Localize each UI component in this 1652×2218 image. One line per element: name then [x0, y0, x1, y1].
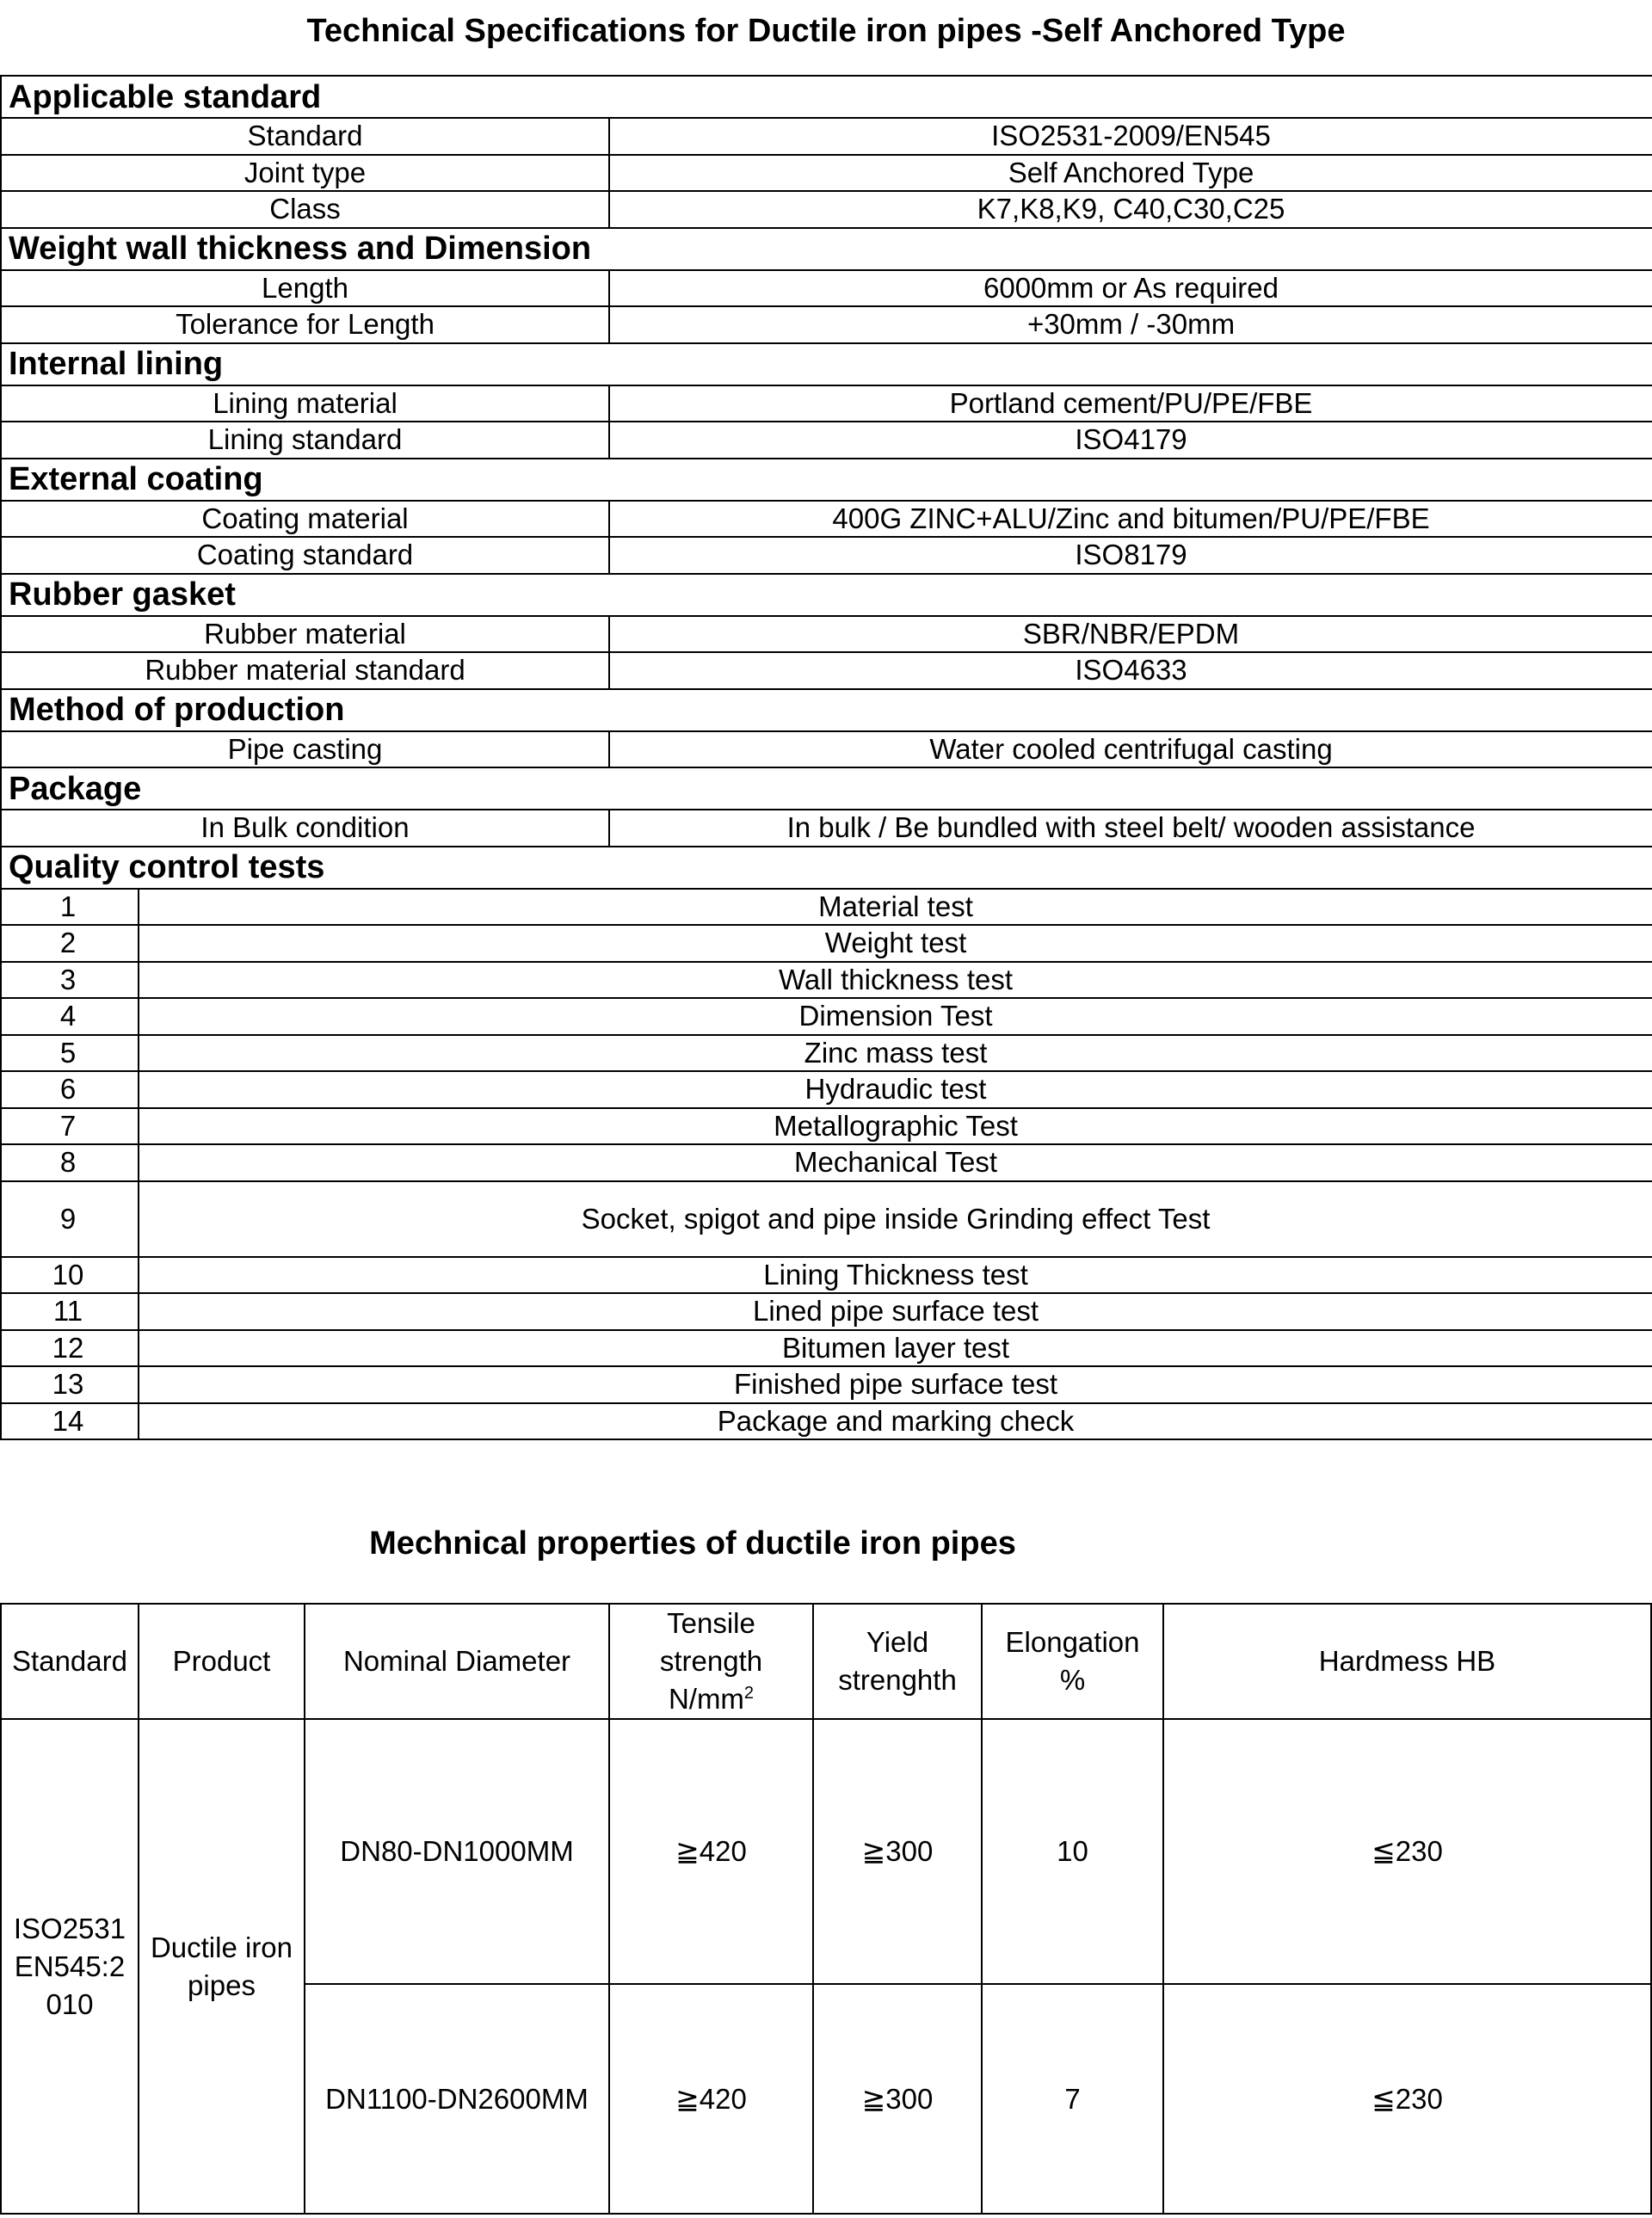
header-nominal-diameter: Nominal Diameter: [305, 1604, 609, 1719]
spec-row: [1, 191, 1652, 228]
spec-row: [1, 652, 1652, 689]
test-name: Lined pipe surface test: [139, 1293, 1652, 1330]
section-title: Method of production: [1, 689, 1652, 731]
standard-line-3: 010: [46, 1987, 94, 2020]
spec-label: Lining standard: [1, 422, 609, 459]
tensile-cell: ≧420: [609, 1984, 813, 2214]
test-row: [1, 925, 1652, 962]
section-header: [1, 459, 1652, 501]
test-number: 9: [1, 1181, 139, 1257]
test-row: [1, 1403, 1652, 1440]
spec-value: In bulk / Be bundled with steel belt/ wooden assistance: [609, 810, 1652, 847]
test-number: 4: [1, 998, 139, 1035]
section-header: [1, 228, 1652, 270]
spec-label: Coating standard: [1, 537, 609, 574]
header-tensile-strength: [609, 1604, 813, 1719]
elongation-line-1: Elongation: [1005, 1626, 1140, 1658]
product-line-1: Ductile iron: [150, 1931, 293, 1963]
standard-cell: [1, 1719, 139, 2214]
test-name: Mechanical Test: [139, 1144, 1652, 1181]
spec-row: [1, 501, 1652, 538]
test-row: [1, 1071, 1652, 1108]
standard-line-1: ISO2531: [13, 1912, 126, 1944]
spec-row: [1, 422, 1652, 459]
test-number: 14: [1, 1403, 139, 1440]
test-number: 5: [1, 1035, 139, 1072]
spec-row: [1, 155, 1652, 192]
test-row: [1, 889, 1652, 926]
test-number: 13: [1, 1366, 139, 1403]
elongation-line-2: %: [1059, 1664, 1086, 1696]
specifications-table: [0, 75, 1652, 1440]
test-name: Metallographic Test: [139, 1108, 1652, 1145]
spec-value: 400G ZINC+ALU/Zinc and bitumen/PU/PE/FBE: [609, 501, 1652, 538]
section-header: [1, 767, 1652, 810]
spec-value: +30mm / -30mm: [609, 306, 1652, 343]
spec-value: ISO4179: [609, 422, 1652, 459]
table-row: [1, 1719, 1651, 1984]
header-product: Product: [139, 1604, 305, 1719]
test-number: 6: [1, 1071, 139, 1108]
hardness-cell: ≦230: [1163, 1984, 1651, 2214]
spec-row: [1, 731, 1652, 768]
spec-label: Rubber material standard: [1, 652, 609, 689]
product-cell: [139, 1719, 305, 2214]
hardness-cell: ≦230: [1163, 1719, 1651, 1984]
section-title: Applicable standard: [1, 76, 1652, 118]
section-title: Weight wall thickness and Dimension: [1, 228, 1652, 270]
spec-label: Rubber material: [1, 616, 609, 653]
test-row: [1, 962, 1652, 999]
test-number: 10: [1, 1257, 139, 1294]
spec-label: Lining material: [1, 385, 609, 422]
test-name: Finished pipe surface test: [139, 1366, 1652, 1403]
test-name: Package and marking check: [139, 1403, 1652, 1440]
spec-label: Joint type: [1, 155, 609, 192]
mechanical-properties-title: Mechnical properties of ductile iron pipes: [369, 1525, 1016, 1562]
spec-value: ISO8179: [609, 537, 1652, 574]
section-header: [1, 847, 1652, 889]
spec-row: [1, 306, 1652, 343]
test-number: 2: [1, 925, 139, 962]
yield-line-1: Yield: [866, 1626, 929, 1658]
test-name: Hydraudic test: [139, 1071, 1652, 1108]
section-title: Internal lining: [1, 343, 1652, 385]
yield-cell: ≧300: [813, 1984, 982, 2214]
test-name: Dimension Test: [139, 998, 1652, 1035]
test-number: 3: [1, 962, 139, 999]
test-number: 7: [1, 1108, 139, 1145]
spec-value: ISO4633: [609, 652, 1652, 689]
tensile-cell: ≧420: [609, 1719, 813, 1984]
diameter-cell: DN80-DN1000MM: [305, 1719, 609, 1984]
test-row: [1, 1257, 1652, 1294]
yield-cell: ≧300: [813, 1719, 982, 1984]
test-number: 1: [1, 889, 139, 926]
spec-row: [1, 385, 1652, 422]
header-standard: Standard: [1, 1604, 139, 1719]
test-name: Bitumen layer test: [139, 1330, 1652, 1367]
elongation-cell: 7: [982, 1984, 1163, 2214]
standard-line-2: EN545:2: [14, 1950, 126, 1982]
spec-row: [1, 616, 1652, 653]
section-header: [1, 76, 1652, 118]
test-name: Zinc mass test: [139, 1035, 1652, 1072]
header-elongation: [982, 1604, 1163, 1719]
spec-value: 6000mm or As required: [609, 270, 1652, 307]
section-header: [1, 574, 1652, 616]
yield-line-2: strenghth: [838, 1664, 957, 1696]
test-name: Socket, spigot and pipe inside Grinding effect Test: [139, 1181, 1652, 1257]
section-title: Quality control tests: [1, 847, 1652, 889]
test-row: [1, 1293, 1652, 1330]
test-row: [1, 1035, 1652, 1072]
spec-label: Class: [1, 191, 609, 228]
test-number: 12: [1, 1330, 139, 1367]
spec-value: ISO2531-2009/EN545: [609, 118, 1652, 155]
test-number: 11: [1, 1293, 139, 1330]
section-title: Rubber gasket: [1, 574, 1652, 616]
spec-row: [1, 118, 1652, 155]
spec-row: [1, 810, 1652, 847]
header-row: [1, 1604, 1651, 1719]
tensile-unit-exponent: 2: [743, 1684, 755, 1703]
header-hardness: Hardmess HB: [1163, 1604, 1651, 1719]
tensile-line-2: strength: [659, 1645, 763, 1677]
spec-value: SBR/NBR/EPDM: [609, 616, 1652, 653]
spec-value: Water cooled centrifugal casting: [609, 731, 1652, 768]
diameter-cell: DN1100-DN2600MM: [305, 1984, 609, 2214]
test-name: Lining Thickness test: [139, 1257, 1652, 1294]
spec-value: Self Anchored Type: [609, 155, 1652, 192]
spec-label: Length: [1, 270, 609, 307]
test-row: [1, 998, 1652, 1035]
spec-row: [1, 270, 1652, 307]
tensile-line-1: Tensile: [667, 1607, 755, 1639]
test-name: Wall thickness test: [139, 962, 1652, 999]
spec-row: [1, 537, 1652, 574]
test-row: [1, 1181, 1652, 1257]
product-line-2: pipes: [188, 1968, 256, 2001]
spec-value: Portland cement/PU/PE/FBE: [609, 385, 1652, 422]
tensile-unit: N/mm: [668, 1683, 744, 1715]
spec-value: K7,K8,K9, C40,C30,C25: [609, 191, 1652, 228]
spec-label: Pipe casting: [1, 731, 609, 768]
spec-label: In Bulk condition: [1, 810, 609, 847]
spec-label: Tolerance for Length: [1, 306, 609, 343]
test-name: Material test: [139, 889, 1652, 926]
test-row: [1, 1108, 1652, 1145]
spec-label: Coating material: [1, 501, 609, 538]
test-row: [1, 1144, 1652, 1181]
section-title: External coating: [1, 459, 1652, 501]
elongation-cell: 10: [982, 1719, 1163, 1984]
header-yield-strength: [813, 1604, 982, 1719]
page-title: Technical Specifications for Ductile iron pipes -Self Anchored Type: [306, 13, 1346, 49]
section-title: Package: [1, 767, 1652, 810]
test-row: [1, 1366, 1652, 1403]
section-header: [1, 689, 1652, 731]
test-name: Weight test: [139, 925, 1652, 962]
test-row: [1, 1330, 1652, 1367]
spec-label: Standard: [1, 118, 609, 155]
section-header: [1, 343, 1652, 385]
mechanical-properties-table: [0, 1603, 1652, 2215]
test-number: 8: [1, 1144, 139, 1181]
